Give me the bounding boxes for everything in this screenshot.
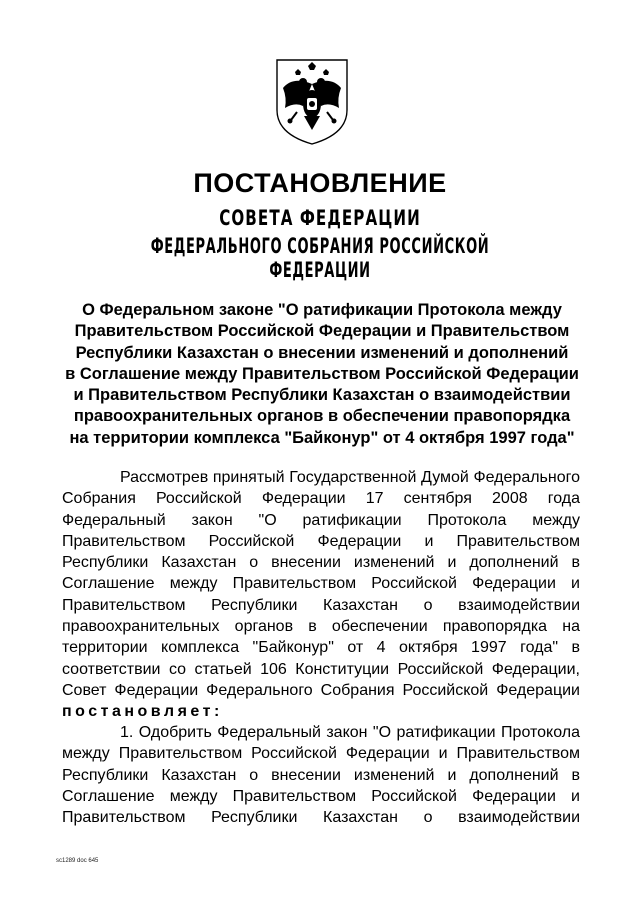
- preamble-paragraph: [62, 467, 580, 723]
- body-line: Республики Казахстан о внесении изменений и дополнений в: [62, 766, 580, 784]
- document-title: ПОСТАНОВЛЕНИЕ: [193, 168, 447, 198]
- heading-line: в Соглашение между Правительством Российской Федерации: [65, 364, 579, 383]
- heading-line: Правительством Российской Федерации и Правительством: [74, 322, 570, 341]
- body-line: территории комплекса "Байконур" от 4 октября 1997 года" в: [62, 639, 580, 657]
- document-reference: sc1289 doc 645: [56, 858, 99, 864]
- body-line: Соглашение между Правительством Российской Федерации и: [62, 787, 580, 805]
- body-line: Рассмотрев принятый Государственной Думой Федерального: [120, 469, 580, 486]
- heading-line: и Правительством Республики Казахстан о взаимодействии: [73, 386, 571, 405]
- heading-line: Республики Казахстан о внесении изменений и дополнений: [75, 343, 569, 362]
- resolution-heading: [52, 300, 592, 449]
- body-line: Правительством Республики Казахстан о взаимодействии: [62, 596, 580, 614]
- clause-1-paragraph: [62, 722, 580, 828]
- body-line: Собрания Российской Федерации 17 сентября 2008 года: [62, 490, 580, 508]
- body-line: Правительством Российской Федерации и Правительством: [62, 532, 580, 550]
- body-line: Правительством Республики Казахстан о взаимодействии: [62, 809, 580, 827]
- body-line: Совет Федерации Федерального Собрания Российской Федерации: [62, 681, 580, 699]
- body-line: соответствии со статьей 106 Конституции Российской Федерации,: [62, 660, 580, 678]
- issuing-body-line1: СОВЕТА ФЕДЕРАЦИИ: [219, 206, 421, 230]
- body-line: 1. Одобрить Федеральный закон "О ратификации Протокола: [120, 724, 580, 741]
- heading-line: правоохранительных органов в обеспечении правопорядка: [73, 407, 571, 426]
- issuing-body-line2: ФЕДЕРАЛЬНОГО СОБРАНИЯ РОССИЙСКОЙ ФЕДЕРАЦИИ: [150, 234, 490, 282]
- body-line: Федеральный закон "О ратификации Протокола между: [62, 511, 580, 529]
- heading-line: О Федеральном законе "О ратификации Протокола между: [82, 301, 562, 319]
- body-line: Республики Казахстан о внесении изменений и дополнений в: [62, 554, 580, 572]
- heading-line: на территории комплекса "Байконур" от 4 октября 1997 года": [69, 428, 575, 447]
- body-line: между Правительством Российской Федерации и Правительством: [62, 745, 580, 763]
- body-line: правоохранительных органов в обеспечении правопорядка на: [62, 618, 580, 636]
- state-emblem-icon: [273, 58, 351, 146]
- body-line: Соглашение между Правительством Российской Федерации и: [62, 575, 580, 593]
- resolves-word: постановляет:: [62, 703, 223, 721]
